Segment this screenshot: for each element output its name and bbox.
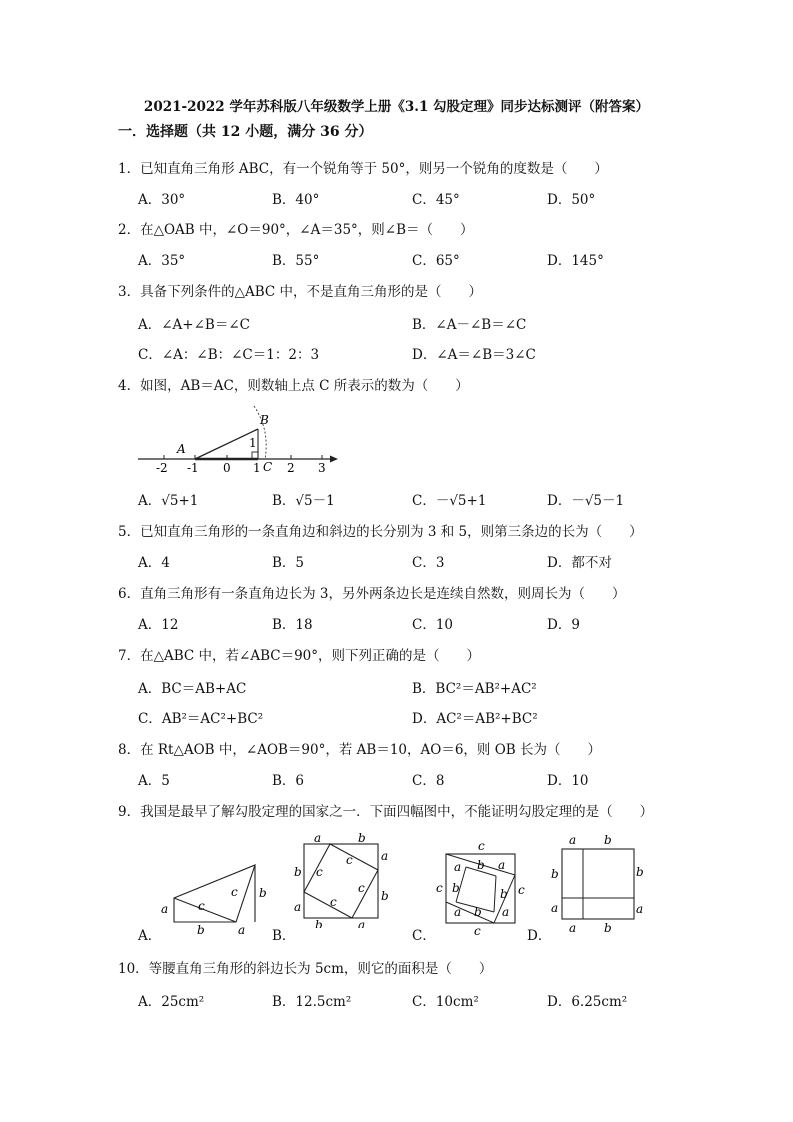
- q4-option-a[interactable]: A．√5+1: [138, 493, 199, 509]
- q4-option-b[interactable]: B．√5－1: [272, 493, 335, 509]
- proof-figure-a: [155, 855, 270, 937]
- question-3-stem: 3．具备下列条件的△ABC 中，不是直角三角形的是（ ）: [118, 284, 483, 300]
- label-b: b: [259, 886, 267, 900]
- q8-option-b[interactable]: B．6: [272, 773, 305, 789]
- question-5-stem: 5．已知直角三角形的一条直角边和斜边的长分别为 3 和 5，则第三条边的长为（ ）: [118, 524, 643, 540]
- tick-label: 3: [318, 461, 326, 475]
- q9-option-b[interactable]: B．: [272, 928, 296, 944]
- label-a: a: [454, 860, 462, 874]
- label-c: c: [358, 881, 365, 895]
- label-b: b: [477, 858, 485, 872]
- q7-option-d[interactable]: D．AC²＝AB²+BC²: [412, 711, 538, 727]
- q6-option-a[interactable]: A．12: [138, 617, 179, 633]
- q2-option-a[interactable]: A．35°: [138, 253, 186, 269]
- label-a: a: [314, 831, 322, 845]
- label-a: a: [454, 905, 462, 919]
- label-c: c: [198, 899, 205, 913]
- question-7-stem: 7．在△ABC 中，若∠ABC＝90°，则下列正确的是（ ）: [118, 648, 481, 664]
- label-a: a: [498, 858, 506, 872]
- tick-label: 0: [223, 461, 231, 475]
- question-9-stem: 9．我国是最早了解勾股定理的国家之一．下面四幅图中，不能证明勾股定理的是（ ）: [118, 804, 654, 820]
- question-10-stem: 10．等腰直角三角形的斜边长为 5cm，则它的面积是（ ）: [118, 961, 493, 977]
- label-a: a: [569, 921, 577, 935]
- proof-figure-c: [430, 836, 530, 936]
- label-b: B: [260, 413, 269, 427]
- q3-option-b[interactable]: B．∠A－∠B＝∠C: [412, 317, 527, 333]
- q9-option-d[interactable]: D．: [527, 928, 552, 944]
- q7-option-b[interactable]: B．BC²＝AB²+AC²: [412, 681, 537, 697]
- proof-figure-b: [288, 828, 398, 928]
- q6-option-b[interactable]: B．18: [272, 617, 313, 633]
- label-b: b: [315, 918, 323, 928]
- tick-label: 1: [253, 461, 261, 475]
- q1-option-c[interactable]: C．45°: [412, 192, 460, 208]
- q7-option-c[interactable]: C．AB²＝AC²+BC²: [138, 711, 264, 727]
- q5-option-b[interactable]: B．5: [272, 555, 305, 571]
- question-6-stem: 6．直角三角形有一条直角边长为 3，另外两条边长是连续自然数，则周长为（ ）: [118, 586, 626, 602]
- label-a: a: [636, 902, 644, 916]
- q6-option-c[interactable]: C．10: [412, 617, 454, 633]
- label-c: c: [518, 883, 525, 897]
- label-a: a: [569, 833, 577, 847]
- q9-option-c[interactable]: C．: [412, 928, 436, 944]
- q3-option-c[interactable]: C．∠A：∠B：∠C＝1：2：3: [138, 347, 320, 363]
- axis-arrow-icon: [330, 456, 338, 463]
- label-c: c: [346, 853, 353, 867]
- q8-option-a[interactable]: A．5: [138, 773, 170, 789]
- q5-option-d[interactable]: D．都不对: [547, 555, 612, 571]
- q7-option-a[interactable]: A．BC＝AB+AC: [138, 681, 247, 697]
- label-b: b: [452, 881, 460, 895]
- label-a: A: [177, 442, 186, 456]
- label-b: b: [500, 887, 508, 901]
- proof-figure-d: [545, 828, 655, 938]
- q5-option-a[interactable]: A．4: [138, 555, 170, 571]
- label-c: C: [263, 460, 273, 474]
- q6-option-d[interactable]: D．9: [547, 617, 580, 633]
- q1-option-d[interactable]: D．50°: [547, 192, 596, 208]
- q10-option-a[interactable]: A．25cm²: [138, 994, 205, 1010]
- q9-option-a[interactable]: A．: [138, 928, 162, 944]
- label-c: c: [478, 839, 485, 853]
- q1-option-b[interactable]: B．40°: [272, 192, 320, 208]
- question-8-stem: 8．在 Rt△AOB 中，∠AOB＝90°，若 AB＝10，AO＝6，则 OB 长为（ ）: [118, 742, 601, 758]
- number-line-figure: [130, 400, 350, 480]
- q10-option-b[interactable]: B．12.5cm²: [272, 994, 352, 1010]
- q10-option-d[interactable]: D．6.25cm²: [547, 994, 628, 1010]
- q4-option-d[interactable]: D．－√5－1: [547, 493, 625, 509]
- question-2-stem: 2．在△OAB 中，∠O＝90°，∠A＝35°，则∠B＝（ ）: [118, 222, 474, 238]
- label-b: b: [197, 923, 205, 937]
- label-b: b: [604, 921, 612, 935]
- q3-option-d[interactable]: D．∠A＝∠B＝3∠C: [412, 347, 536, 363]
- label-a: a: [381, 849, 389, 863]
- label-a: a: [551, 901, 559, 915]
- tick-label: 2: [287, 461, 295, 475]
- label-b: b: [604, 833, 612, 847]
- label-c: c: [231, 885, 238, 899]
- question-1-stem: 1．已知直角三角形 ABC，有一个锐角等于 50°，则另一个锐角的度数是（ ）: [118, 161, 608, 177]
- label-a: a: [502, 905, 510, 919]
- q2-option-b[interactable]: B．55°: [272, 253, 320, 269]
- label-a: a: [294, 900, 302, 914]
- label-a: a: [161, 902, 169, 916]
- label-b: b: [294, 865, 302, 879]
- q8-option-d[interactable]: D．10: [547, 773, 589, 789]
- label-height: 1: [249, 436, 257, 450]
- q8-option-c[interactable]: C．8: [412, 773, 445, 789]
- label-c: c: [316, 865, 323, 879]
- q4-option-c[interactable]: C．－√5+1: [412, 493, 487, 509]
- tick-label: -1: [187, 461, 199, 475]
- q1-option-a[interactable]: A．30°: [138, 192, 186, 208]
- tick-label: -2: [156, 461, 168, 475]
- q5-option-c[interactable]: C．3: [412, 555, 445, 571]
- label-c: c: [330, 895, 337, 909]
- section-heading: 一．选择题（共 12 小题，满分 36 分）: [118, 124, 373, 140]
- page-title: 2021-2022 学年苏科版八年级数学上册《3.1 勾股定理》同步达标测评（附答案）: [143, 99, 650, 115]
- q2-option-c[interactable]: C．65°: [412, 253, 460, 269]
- label-b: b: [358, 831, 366, 845]
- q2-option-d[interactable]: D．145°: [547, 253, 604, 269]
- q3-option-a[interactable]: A．∠A+∠B＝∠C: [138, 317, 250, 333]
- label-b: b: [474, 905, 482, 919]
- label-b: b: [381, 889, 389, 903]
- label-b: b: [551, 867, 559, 881]
- label-c: c: [474, 924, 481, 936]
- label-c: c: [436, 881, 443, 895]
- label-a: a: [238, 923, 246, 937]
- question-4-stem: 4．如图，AB＝AC，则数轴上点 C 所表示的数为（ ）: [118, 378, 469, 394]
- label-a: a: [358, 918, 366, 928]
- q10-option-c[interactable]: C．10cm²: [412, 994, 479, 1010]
- label-b: b: [636, 865, 644, 879]
